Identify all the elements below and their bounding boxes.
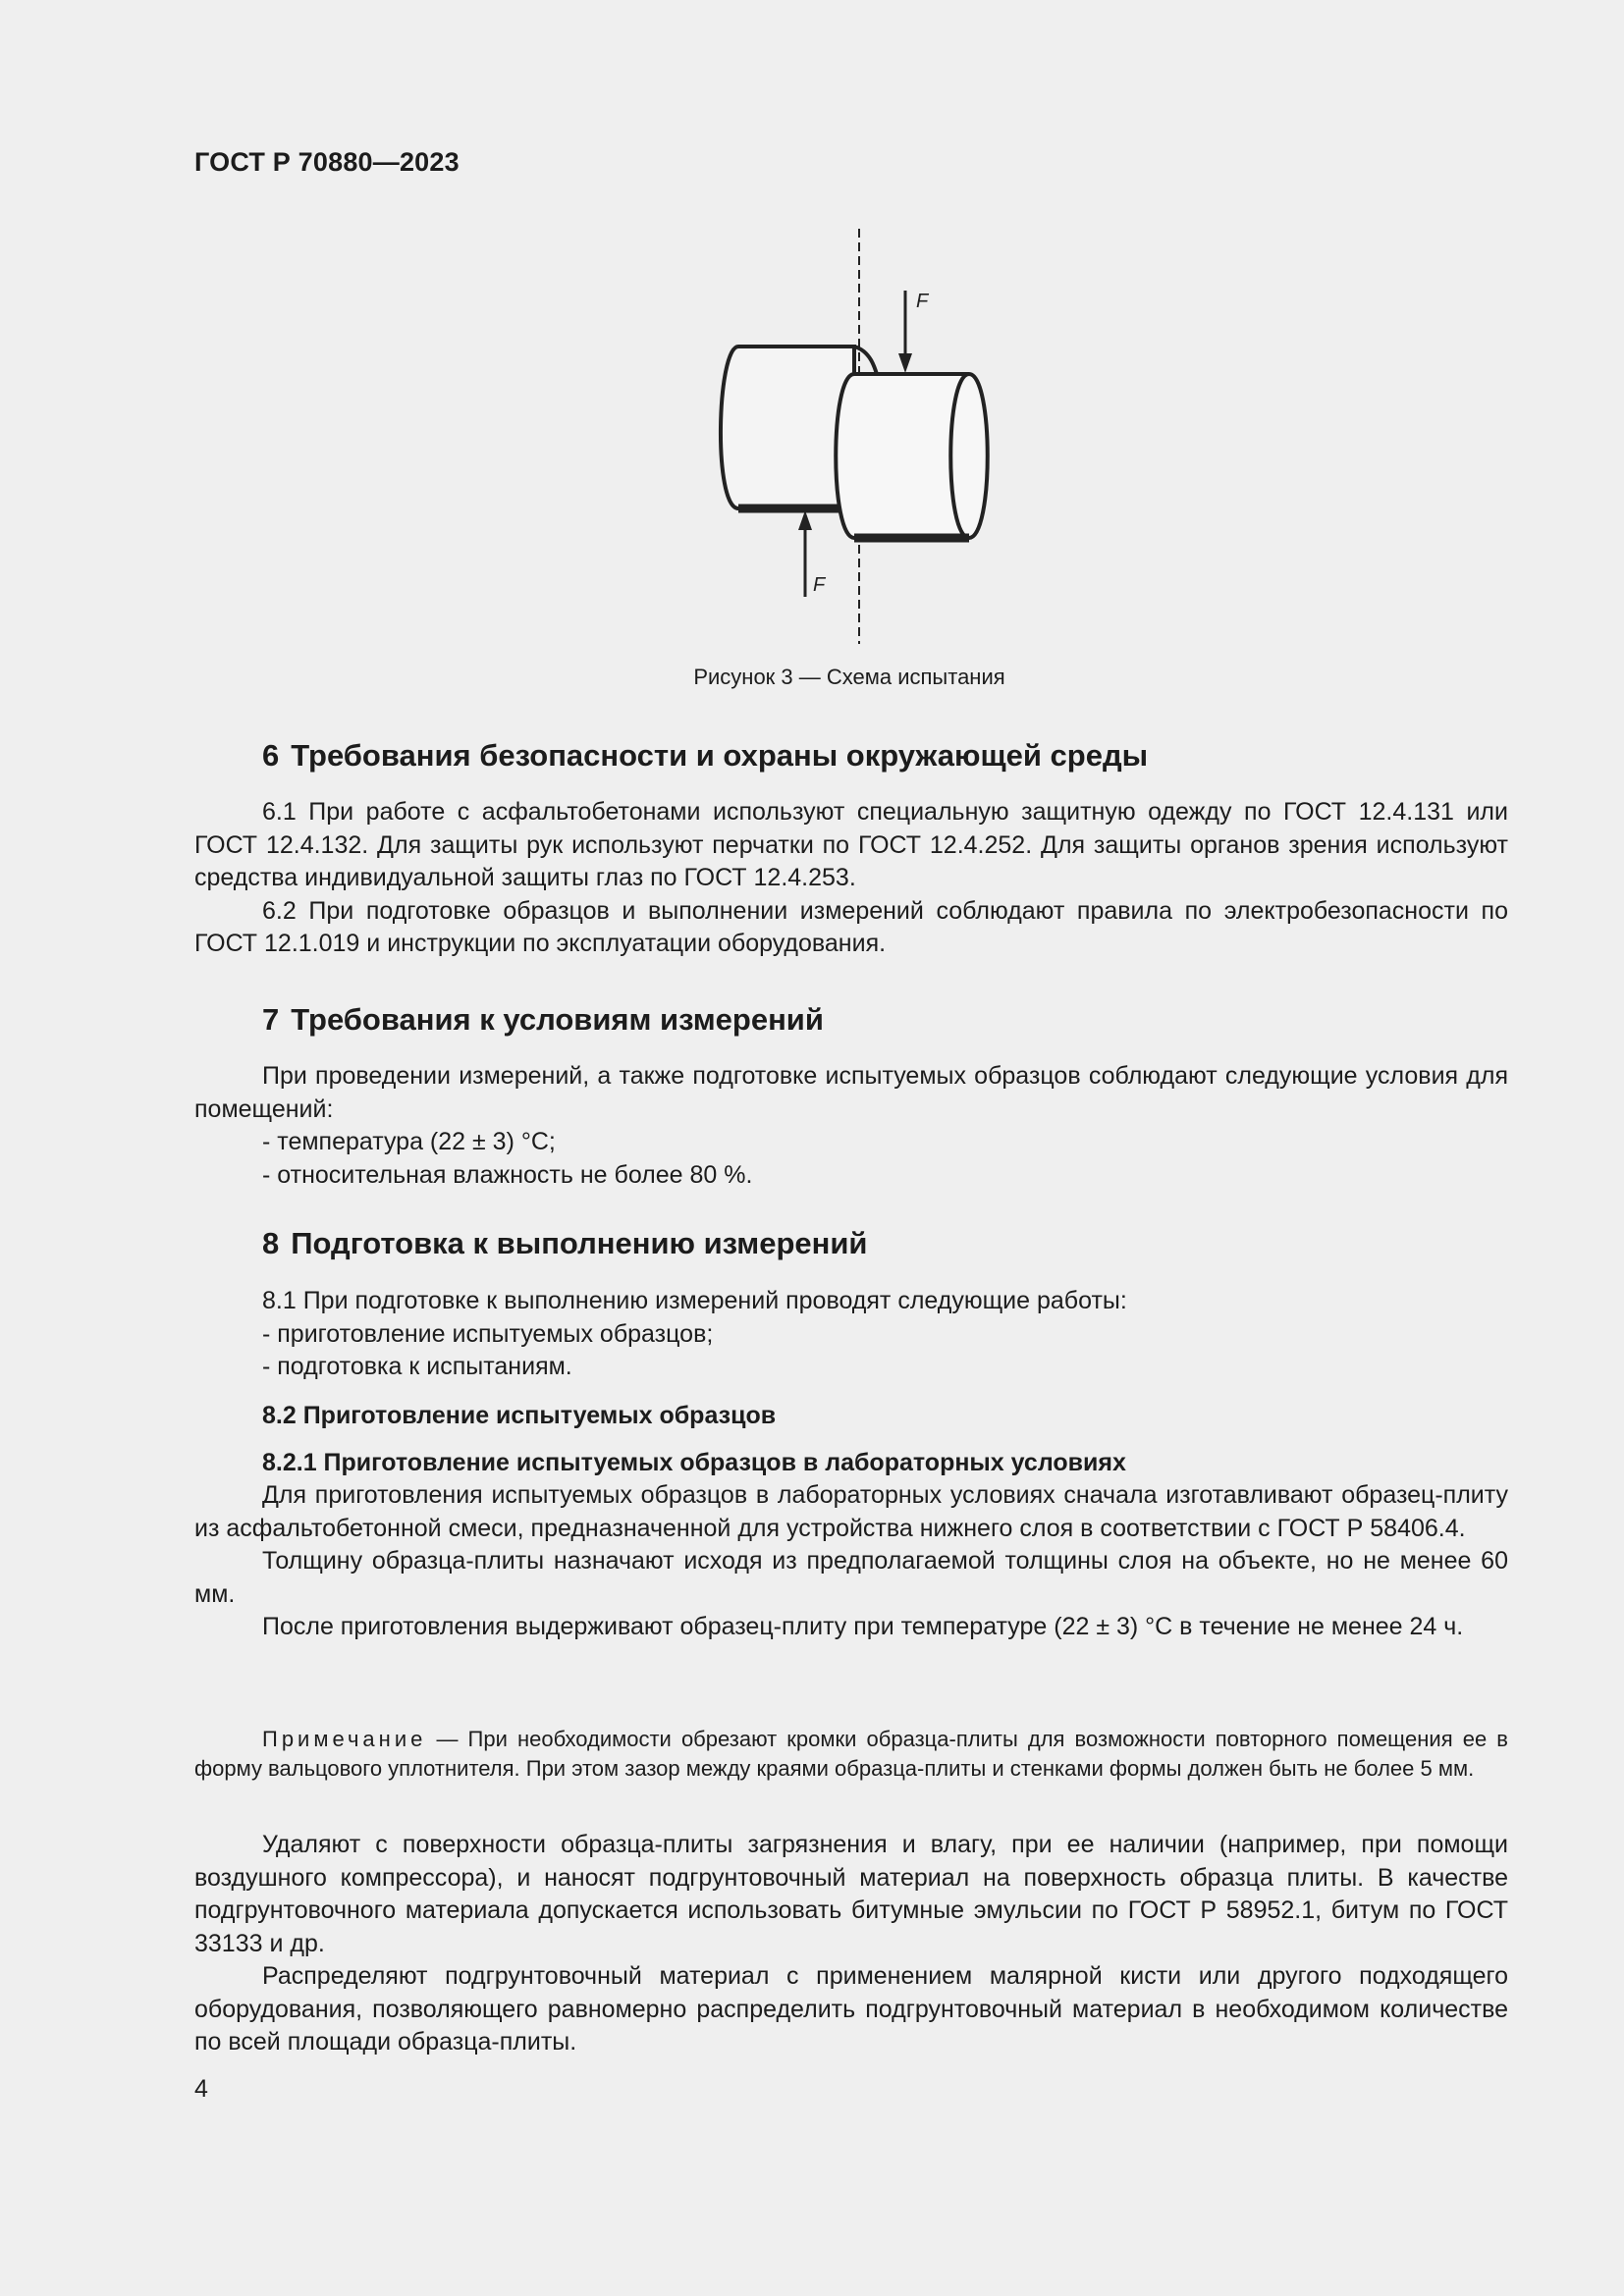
paragraph-7-intro: При проведении измерений, а также подготовке испытуемых образцов соблюдают следующие условия для помещений: <box>194 1062 1508 1123</box>
section-6-number: 6 <box>262 738 280 773</box>
section-8-number: 8 <box>262 1226 280 1260</box>
paragraph-8-1: 8.1 При подготовке к выполнению измерений проводят следующие работы: <box>262 1287 1127 1314</box>
paragraph-8-2-1-b: Толщину образца-плиты назначают исходя из предполагаемой толщины слоя на объекте, но не менее 60 мм. <box>194 1547 1508 1608</box>
section-6-body <box>194 796 1508 961</box>
list-item-sample-preparation: - приготовление испытуемых образцов; <box>262 1319 714 1348</box>
force-arrow-top <box>898 291 912 373</box>
force-label-bottom: F <box>813 574 826 596</box>
section-7-heading <box>262 1002 824 1038</box>
document-header: ГОСТ Р 70880—2023 <box>194 147 460 177</box>
list-item-temperature: - температура (22 ± 3) °C; <box>262 1128 556 1155</box>
section-7-number: 7 <box>262 1002 280 1037</box>
section-7-body <box>194 1060 1508 1192</box>
paragraph-6-2: 6.2 При подготовке образцов и выполнении измерений соблюдают правила по электробезопасности по ГОСТ 12.1.019 и инструкции по эксплуатации оборудования. <box>194 896 1508 957</box>
section-6-heading <box>262 738 1148 774</box>
paragraph-8-2-1-d: Удаляют с поверхности образца-плиты загрязнения и влагу, при ее наличии (например, при помощи воздушного компрессора), и наносят подгрунтовочный материал на поверхность образца плиты. В качестве подгрунтовочного материала допускается использовать битумные эмульсии по ГОСТ Р 58952.1, битум по ГОСТ 33133 и др. <box>194 1831 1508 1957</box>
note-label: Примечание <box>262 1727 427 1751</box>
note-text: — При необходимости обрезают кромки образца-плиты для возможности повторного помещения ее в форму вальцового уплотнителя. При этом зазор между краями образца-плиты и стенками формы должен быть не более 5 мм. <box>194 1727 1508 1781</box>
paragraph-8-2-1-c: После приготовления выдерживают образец-плиту при температуре (22 ± 3) °C в течение не менее 24 ч. <box>262 1613 1464 1640</box>
section-6-title: Требования безопасности и охраны окружающей среды <box>291 738 1149 773</box>
paragraph-8-2-1-a: Для приготовления испытуемых образцов в лабораторных условиях сначала изготавливают образец-плиту из асфальтобетонной смеси, предназначенной для устройства нижнего слоя в соответствии с ГОСТ Р 58406.4. <box>194 1481 1508 1542</box>
force-arrow-bottom <box>798 510 812 597</box>
list-item-test-preparation: - подготовка к испытаниям. <box>262 1353 572 1380</box>
test-scheme-figure <box>677 224 1011 646</box>
page-number: 4 <box>194 2075 208 2103</box>
figure-caption: Рисунок 3 — Схема испытания <box>693 665 1005 689</box>
subsection-8-2-1-body-cont <box>194 1829 1508 2059</box>
subsection-8-2-1-body <box>194 1479 1508 1644</box>
force-label-top: F <box>916 291 929 312</box>
section-7-title: Требования к условиям измерений <box>291 1002 824 1037</box>
subsection-8-2-1-heading: 8.2.1 Приготовление испытуемых образцов в лабораторных условиях <box>262 1449 1126 1476</box>
section-8-title: Подготовка к выполнению измерений <box>291 1226 868 1260</box>
subsection-8-2-heading: 8.2 Приготовление испытуемых образцов <box>262 1402 777 1429</box>
right-cylinder <box>836 374 988 538</box>
paragraph-6-1: 6.1 При работе с асфальтобетонами используют специальную защитную одежду по ГОСТ 12.4.131 или ГОСТ 12.4.132. Для защиты рук используют перчатки по ГОСТ 12.4.252. Для защиты органов зрения используют средства индивидуальной защиты глаз по ГОСТ 12.4.253. <box>194 798 1508 891</box>
note-block <box>194 1725 1508 1783</box>
section-8-heading <box>262 1226 868 1261</box>
list-item-humidity: - относительная влажность не более 80 %. <box>262 1160 753 1189</box>
paragraph-8-2-1-e: Распределяют подгрунтовочный материал с применением малярной кисти или другого подходящего оборудования, позволяющего равномерно распределить подгрунтовочный материал в необходимом количестве по всей площади образца-плиты. <box>194 1962 1508 2056</box>
test-scheme-diagram <box>677 224 1011 646</box>
section-8-1-body <box>194 1285 1508 1384</box>
